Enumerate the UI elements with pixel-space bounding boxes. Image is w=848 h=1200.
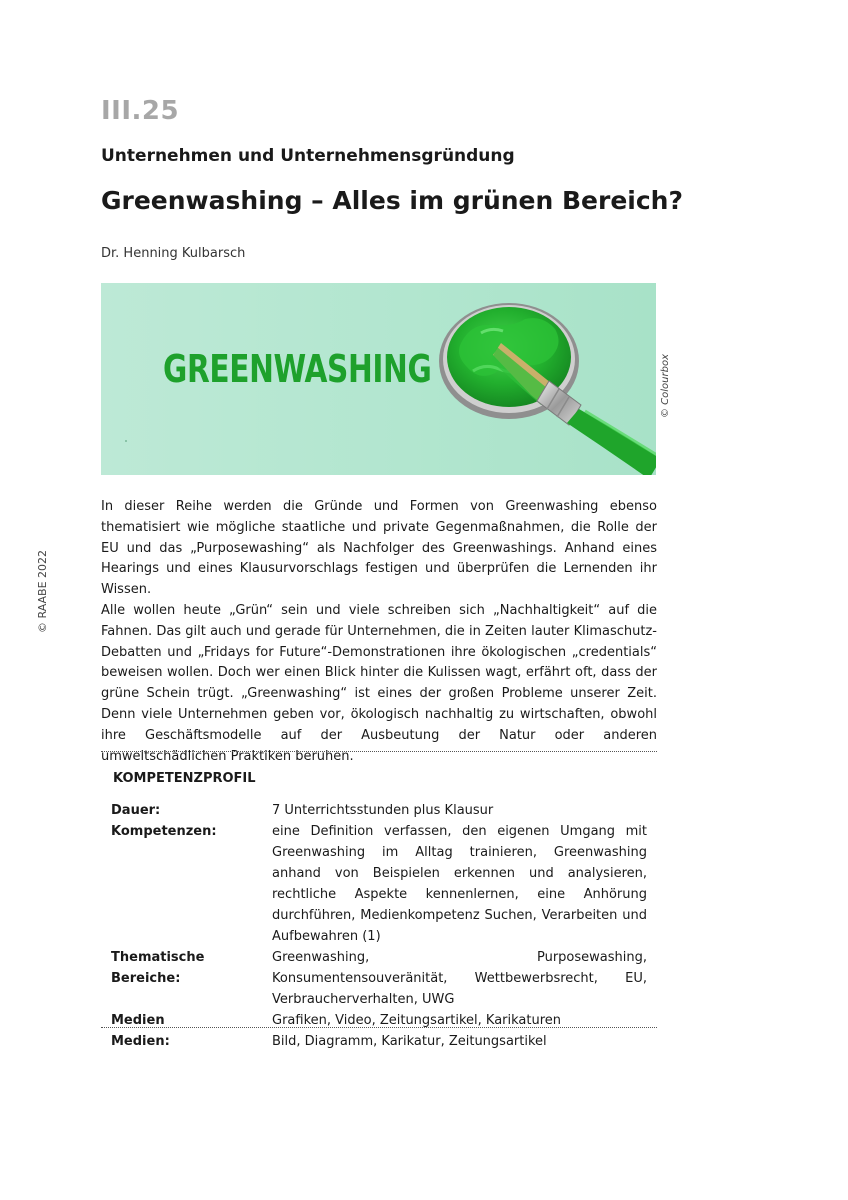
profile-heading: KOMPETENZPROFIL: [113, 771, 256, 786]
profile-key: Dauer:: [111, 803, 161, 818]
chapter-number: III.25: [101, 96, 180, 126]
series-subtitle: Unternehmen und Unternehmensgründung: [101, 146, 515, 166]
profile-value: 7 Unterrichtsstunden plus Klausur: [272, 803, 494, 818]
page-title: Greenwashing – Alles im grünen Bereich?: [101, 186, 683, 215]
profile-row: [111, 800, 647, 821]
image-credit: © Colourbox: [660, 353, 671, 418]
profile-value: Bild, Diagramm, Karikatur, Zeitungsartikel: [272, 1034, 547, 1049]
profile-value: Greenwashing, Purposewashing, Konsumentensouveränität, Wettbewerbsrecht, EU, Verbraucherverhalten, UWG: [272, 950, 647, 1007]
intro-paragraph: Alle wollen heute „Grün“ sein und viele schreiben sich „Nachhaltigkeit“ auf die Fahnen. Das gilt auch und gerade für Unternehmen, die in Zeiten lauter Klimaschutz-Debatten und „Fridays for Future“-Demonstrationen ihre ökologischen „credentials“ beweisen wollen. Doch wer einen Blick hinter die Kulissen wagt, erfährt oft, dass der grüne Schein trügt. „Greenwashing“ ist eines der großen Probleme unserer Zeit. Denn viele Unternehmen geben vor, ökologisch nachhaltig zu wirtschaften, obwohl ihre Geschäftsmodelle auf der Ausbeutung der Natur oder anderen umweltschädlichen Praktiken beruhen.: [101, 602, 657, 764]
author: Dr. Henning Kulbarsch: [101, 246, 246, 261]
competence-profile: [111, 800, 647, 1052]
hero-image: [101, 283, 656, 475]
hero-word: GREENWASHING: [163, 347, 432, 391]
divider-top: [101, 751, 657, 752]
profile-key: Kompetenzen:: [111, 824, 217, 839]
profile-value: eine Definition verfassen, den eigenen Umgang mit Greenwashing im Alltag trainieren, Greenwashing anhand von Beispielen erkennen und analysieren, rechtliche Aspekte kennenlernen, eine Anhörung durchführen, Medienkompetenz Suchen, Verarbeiten und Aufbewahren (1): [272, 824, 647, 944]
profile-row: [111, 1031, 647, 1052]
profile-key: Thematische Bereiche:: [111, 950, 205, 986]
divider-bottom: [101, 1027, 657, 1028]
profile-row: [111, 947, 647, 1010]
intro-text: [101, 497, 657, 767]
profile-key: Medien: [111, 1013, 165, 1028]
intro-paragraph: In dieser Reihe werden die Gründe und Formen von Greenwashing ebenso thematisiert wie mögliche staatliche und private Gegenmaßnahmen, die Rolle der EU und das „Purposewashing“ als Nachfolger des Greenwashings. Anhand eines Hearings und eines Klausurvorschlags festigen und überprüfen die Lernenden ihr Wissen.: [101, 499, 657, 598]
profile-key: Medien:: [111, 1034, 170, 1049]
profile-value: Grafiken, Video, Zeitungsartikel, Karikaturen: [272, 1013, 562, 1028]
side-copyright: © RAABE 2022: [36, 549, 49, 633]
profile-row: [111, 821, 647, 947]
